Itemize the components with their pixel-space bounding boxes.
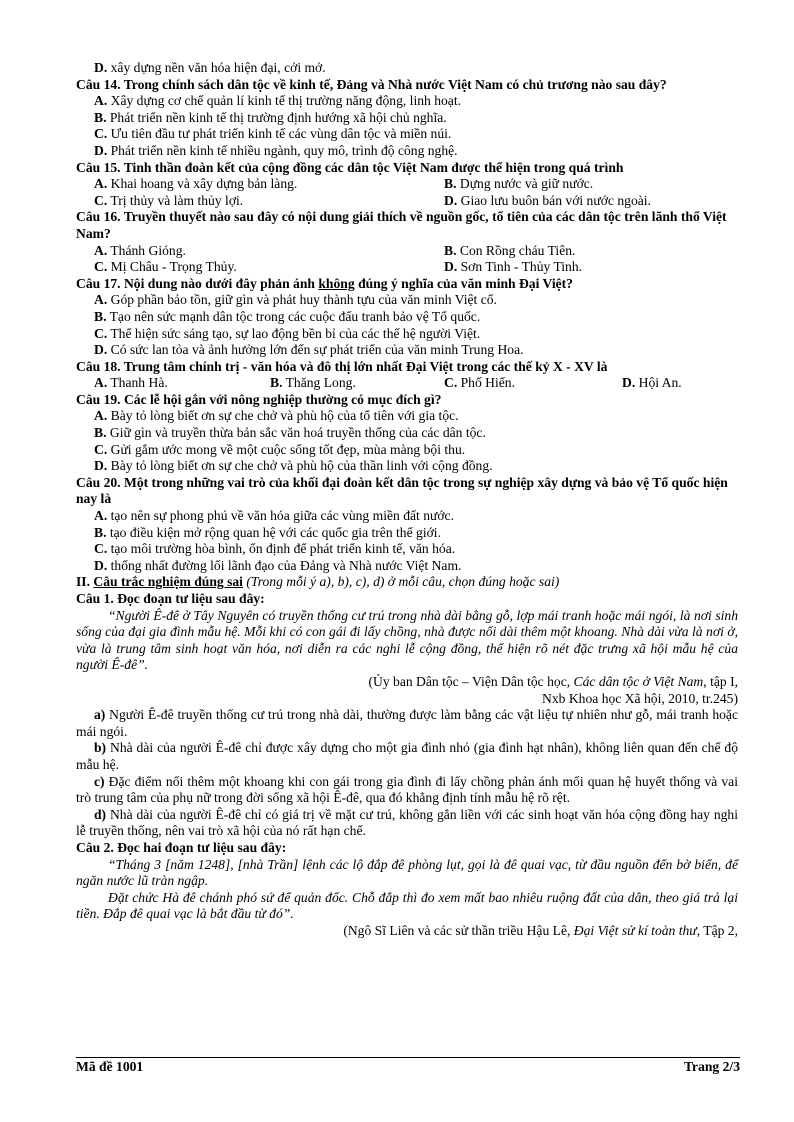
q16-option-a: A. Thánh Gióng. — [94, 242, 186, 258]
q15-options-row-2 — [76, 193, 738, 210]
tf2-quote-1: “Tháng 3 [năm 1248], [nhà Trần] lệnh các lộ đắp đê phòng lụt, gọi là đê quai vạc, từ đầu nguồn đến bờ biển, để ngăn nước lũ tràn ngập. — [76, 856, 738, 889]
question-14: Câu 14. Trong chính sách dân tộc về kinh tế, Đảng và Nhà nước Việt Nam có chủ trương nào sau đây? — [76, 76, 667, 92]
q17-option-a: A. Góp phần bảo tồn, giữ gìn và phát huy thành tựu của văn minh Việt cổ. — [94, 292, 497, 308]
q15-option-d: D. Giao lưu buôn bán với nước ngoài. — [444, 192, 651, 208]
q14-option-b: B. Phát triển nền kinh tế thị trường định hướng xã hội chủ nghĩa. — [94, 109, 447, 125]
q20-option-d: D. thống nhất đường lối lãnh đạo của Đảng và Nhà nước Việt Nam. — [94, 557, 462, 573]
question-18: Câu 18. Trung tâm chính trị - văn hóa và đô thị lớn nhất Đại Việt trong các thế kỷ X - XV là — [76, 358, 608, 374]
tf1-item-b: b) Nhà dài của người Ê-đê chỉ được xây dựng cho một gia đình nhỏ (gia đình hạt nhân), không liên quan đến chế độ mẫu hệ. — [76, 740, 738, 772]
q17-option-c: C. Thể hiện sức sáng tạo, sự lao động bền bỉ của các thế hệ người Việt. — [94, 325, 481, 341]
q18-option-d: D. Hội An. — [622, 375, 682, 391]
q18-option-c: C. Phố Hiến. — [444, 375, 515, 391]
question-16: Câu 16. Truyền thuyết nào sau đây có nội dung giải thích về nguồn gốc, tổ tiên của các dân tộc trên lãnh thổ Việt Nam? — [76, 209, 727, 241]
q14-option-a: A. Xây dựng cơ chế quản lí kinh tế thị trường năng động, linh hoạt. — [94, 93, 462, 109]
q16-option-d: D. Sơn Tinh - Thủy Tinh. — [444, 259, 583, 275]
q18-option-a: A. Thanh Hà. — [94, 375, 168, 391]
question-17: Câu 17. Nội dung nào dưới đây phản ánh không đúng ý nghĩa của văn minh Đại Việt? — [76, 275, 573, 291]
tf2-quote-2: Đặt chức Hà đê chánh phó sứ để quản đốc. Chỗ đắp thì đo xem mất bao nhiêu ruộng đất của dân, theo giá trả lại tiền. Đắp đê quai vạc là bắt đầu từ đó”. — [76, 889, 738, 922]
q20-option-a: A. tạo nên sự phong phú về văn hóa giữa các vùng miền đất nước. — [94, 508, 454, 524]
q13-option-d: D. xây dựng nền văn hóa hiện đại, cởi mở. — [94, 60, 326, 75]
page-footer — [76, 1059, 740, 1076]
tf1-quote: “Người Ê-đê ở Tây Nguyên có truyền thống cư trú trong nhà dài bằng gỗ, lợp mái tranh hoặc mái ngói, là nơi sinh sống của đại gia đình mẫu hệ. Mỗi khi có con gái đi lấy chồng, nhà được nối dài thêm một khoang. Nhà dài vừa là nơi ở, vừa là trung tâm sinh hoạt văn hóa, nơi diễn ra các nghi lễ cộng đồng, thể hiện rõ nét đặc trưng xã hội mẫu hệ của người Ê-đê”. — [76, 607, 738, 673]
q16-option-b: B. Con Rồng cháu Tiên. — [444, 242, 576, 258]
tf-question-1: Câu 1. Đọc đoạn tư liệu sau đây: — [76, 591, 265, 606]
q16-option-c: C. Mị Châu - Trọng Thủy. — [94, 259, 237, 275]
q16-options-row-1 — [76, 243, 738, 260]
page-number: Trang 2/3 — [683, 1059, 740, 1074]
q19-option-a: A. Bày tỏ lòng biết ơn sự che chở và phù hộ của tổ tiên với gia tộc. — [94, 408, 459, 424]
q15-option-a: A. Khai hoang và xây dựng bản làng. — [94, 176, 298, 192]
tf1-item-d: d) Nhà dài của người Ê-đê chỉ có giá trị về mặt cư trú, không gắn liền với các sinh hoạt văn hóa cộng đồng hay nghi lễ truyền thống, nên vai trò xã hội của nó rất hạn chế. — [76, 806, 738, 839]
question-19: Câu 19. Các lễ hội gắn với nông nghiệp thường có mục đích gì? — [76, 391, 442, 407]
question-15: Câu 15. Tinh thần đoàn kết của cộng đồng các dân tộc Việt Nam được thể hiện trong quá trình — [76, 159, 624, 175]
tf-question-2: Câu 2. Đọc hai đoạn tư liệu sau đây: — [76, 839, 287, 855]
underlined-word: không — [318, 275, 355, 291]
footer-divider — [76, 1057, 740, 1058]
q15-option-b: B. Dựng nước và giữ nước. — [444, 176, 594, 192]
q16-options-row-2 — [76, 259, 738, 276]
q19-option-b: B. Giữ gìn và truyền thừa bản sắc văn hoá truyền thống của các dân tộc. — [94, 425, 486, 441]
q19-option-c: C. Gửi gắm ước mong về một cuộc sống tốt đẹp, mùa màng bội thu. — [94, 441, 466, 457]
tf1-source-line-2: Nxb Khoa học Xã hội, 2010, tr.245) — [542, 690, 738, 706]
exam-code: Mã đề 1001 — [76, 1059, 144, 1074]
q14-option-c: C. Ưu tiên đầu tư phát triển kinh tế các vùng dân tộc và miền núi. — [94, 126, 452, 142]
exam-page — [76, 60, 738, 939]
q20-option-b: B. tạo điều kiện mở rộng quan hệ với các quốc gia trên thế giới. — [94, 524, 441, 540]
section-2-heading: II. Câu trắc nghiệm đúng sai (Trong mỗi ý a), b), c), d) ở mỗi câu, chọn đúng hoặc sai) — [76, 574, 560, 590]
q18-options-row — [76, 375, 738, 392]
q17-option-b: B. Tạo nên sức mạnh dân tộc trong các cuộc đấu tranh bảo vệ Tổ quốc. — [94, 308, 481, 324]
tf2-source: (Ngô Sĩ Liên và các sử thần triều Hậu Lê, Đại Việt sử kí toàn thư, Tập 2, — [343, 922, 738, 938]
q19-option-d: D. Bày tỏ lòng biết ơn sự che chở và phù hộ của thần linh với cộng đồng. — [94, 458, 493, 474]
tf1-item-a: a) Người Ê-đê truyền thống cư trú trong nhà dài, thường được làm bằng các vật liệu tự nhiên như gỗ, mái tranh hoặc mái ngói. — [76, 707, 738, 739]
q17-option-d: D. Có sức lan tỏa và ảnh hưởng lớn đến sự phát triển của văn minh Trung Hoa. — [94, 342, 524, 358]
q18-option-b: B. Thăng Long. — [270, 375, 356, 391]
tf1-item-c: c) Đặc điểm nối thêm một khoang khi con gái trong gia đình đi lấy chồng phản ánh mối quan hệ huyết thống và vai trò trung tâm của phụ nữ trong đời sống xã hội Ê-đê, qua đó khẳng định tính mẫu hệ rõ rệt. — [76, 773, 738, 806]
q20-option-c: C. tạo môi trường hòa bình, ổn định để phát triển kinh tế, văn hóa. — [94, 541, 456, 557]
q15-options-row-1 — [76, 176, 738, 193]
q14-option-d: D. Phát triển nền kinh tế nhiều ngành, quy mô, trình độ công nghệ. — [94, 142, 458, 158]
q15-option-c: C. Trị thủy và làm thủy lợi. — [94, 192, 244, 208]
question-20: Câu 20. Một trong những vai trò của khối đại đoàn kết dân tộc trong sự nghiệp xây dựng và bảo vệ Tổ quốc hiện nay là — [76, 474, 728, 507]
tf1-source-line-1: (Ủy ban Dân tộc – Viện Dân tộc học, Các dân tộc ở Việt Nam, tập I, — [368, 673, 738, 689]
